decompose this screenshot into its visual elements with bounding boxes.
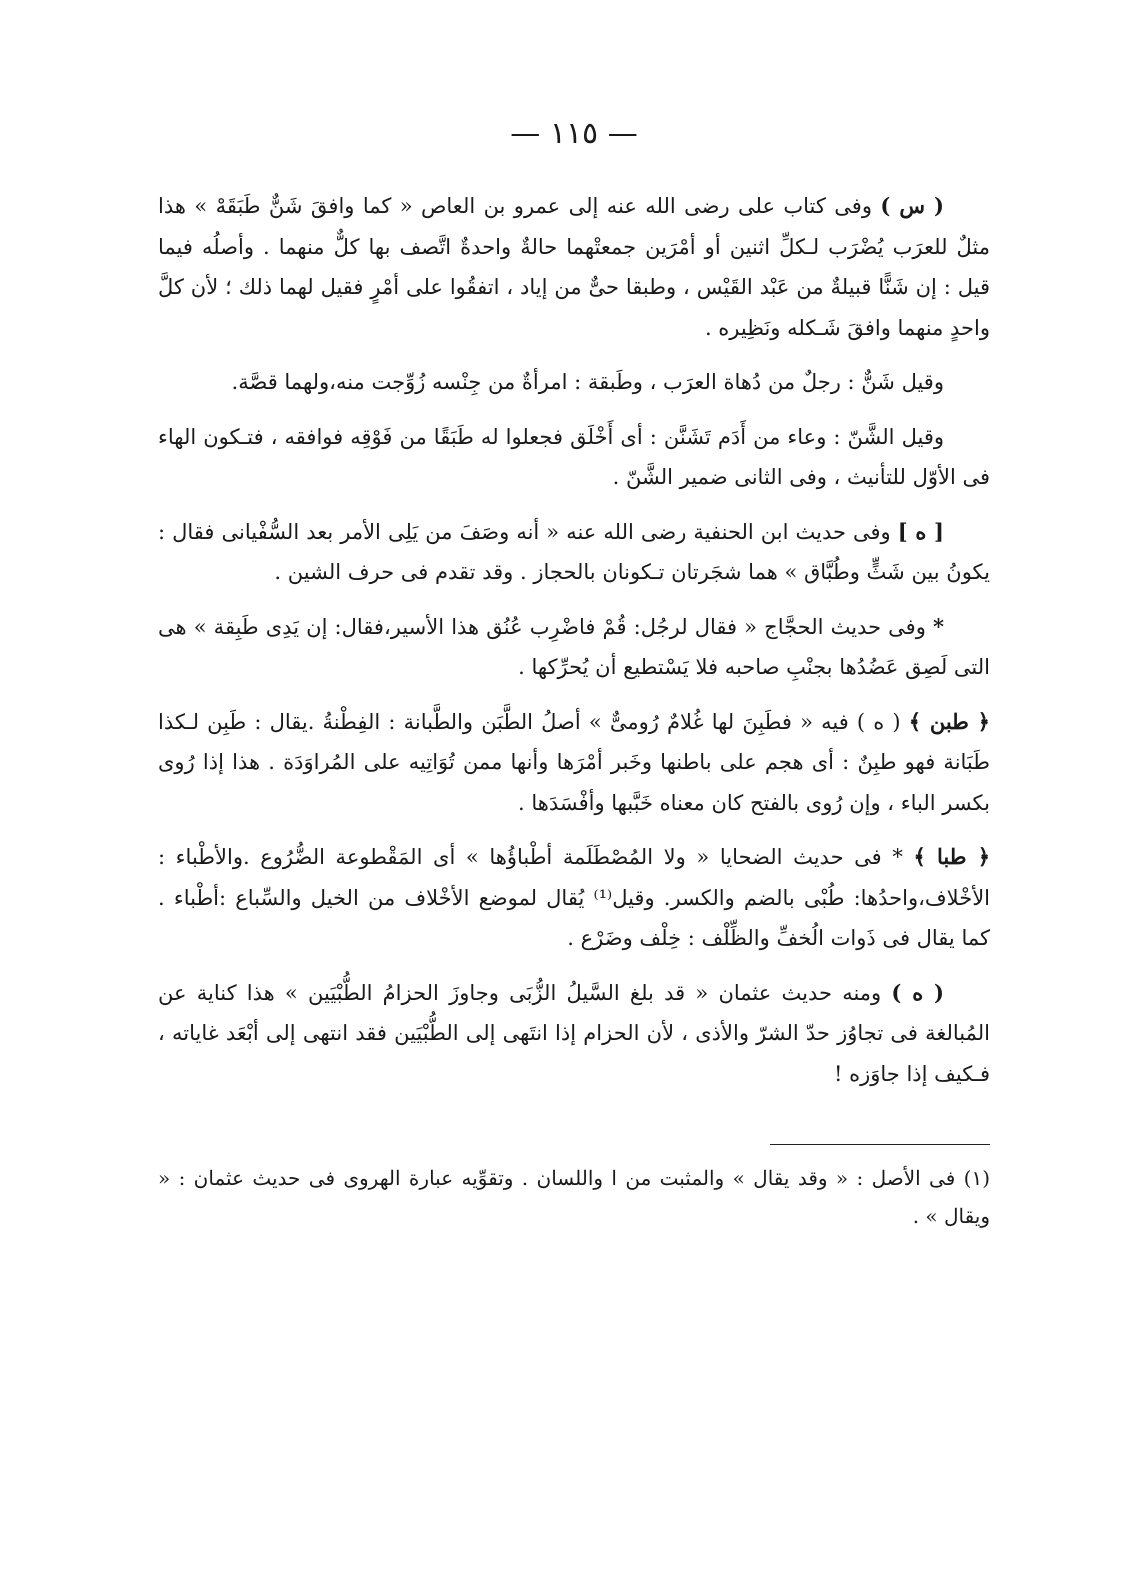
paragraph-uthman bbox=[158, 973, 990, 1095]
paragraph-ibn-hanafiyya bbox=[158, 512, 990, 593]
paragraph-text: * فى حديث الضحايا « ولا المُصْطَلَمة أطْباؤُها » أى المَقْطوعة الضُّرُوع .والأطْباء : الأخْلاف،واحدُها: طُبْى بالضم والكسر. وقيل⁽¹⁾ يُقال لموضع الأخْلاف من الخيل والسِّباع :أطْباء . كما يقال فى ذَوات الُخفِّ والظِّلْف : خِلْف وضَرْع . bbox=[158, 845, 991, 950]
paragraph-shann-vessel bbox=[158, 417, 990, 498]
paragraph-text: ومنه حديث عثمان « قد بلغ السَّيلُ الزُّبَى وجاوزَ الحزامُ الطُّبْيَين » هذا كناية عن المُبالغة فى تجاوُز حدّ الشرّ والأذى ، لأن الحزام إذا انتَهى إلى الطُّبْيَين فقد انتهى إلى أبْعَد غاياته ، فـكيف إذا جاوَزه ! bbox=[158, 980, 990, 1086]
footnote-separator-row bbox=[158, 1108, 990, 1159]
footnote-separator bbox=[770, 1144, 990, 1145]
book-page bbox=[158, 112, 990, 1235]
entry-tag: ( ه ) bbox=[891, 979, 944, 1005]
paragraph-text: وقيل شَنٌّ : رجلٌ من دُهاة العرَب ، وطَبقة : امرأةٌ من جِنْسه زُوِّجت منه،ولهما قصَّة. bbox=[231, 370, 944, 394]
paragraph-shann-man bbox=[158, 362, 990, 403]
entry-heading: ﴿ طبن ﴾ bbox=[908, 708, 990, 734]
paragraph-entry-taba bbox=[158, 837, 990, 959]
footnote: (١) فى الأصل : « وقد يقال » والمثبت من ا واللسان . وتقوِّيه عبارة الهروى فى حديث عثمان : « ويقال » . bbox=[158, 1166, 990, 1228]
paragraph-text: وفى كتاب على رضى الله عنه إلى عمرو بن العاص « كما وافقَ شَنٌّ طَبَقَهْ » هذا مثلٌ للعرَب يُضْرَب لـكلِّ اثنين أو أمْرَين جمعتْهما حالةٌ واحدةٌ اتَّصف بها كلٌّ منهما . وأصلُه فيما قيل : إن شَنًّا قبيلةٌ من عَبْد القَيْس ، وطبقا حىٌّ من إياد ، اتفقُوا على أمْرٍ فقيل لهما ذلك ؛ لأن كلَّ واحدٍ منهما وافقَ شَـكله ونَظِيره . bbox=[158, 194, 990, 340]
entry-tag: ( س ) bbox=[880, 193, 944, 218]
entry-tag: * bbox=[933, 613, 944, 639]
paragraph-text: وفى حديث ابن الحنفية رضى الله عنه « أنه وصَفَ من يَلِى الأمر بعد السُّفْيانى فقال : يكونُ بين شَثٍّ وطُبَّاق » هما شجَرتان تـكونان بالحجاز . وقد تقدم فى حرف الشين . bbox=[158, 519, 990, 584]
entry-tag: [ ه ] bbox=[897, 518, 944, 544]
entry-heading: ﴿ طبا ﴾ bbox=[913, 844, 991, 869]
paragraph-entry-tabn bbox=[158, 702, 990, 824]
paragraph-text: وفى حديث الحجَّاج « فقال لرجُل: قُمْ فاضْرِب عُنُق هذا الأسير،فقال: إن يَدِى طَبِقة » هى التى لَصِق عَضُدُها بجنْبِ صاحبه فلا يَسْتطيع أن يُحرِّكها . bbox=[158, 614, 990, 679]
paragraph-shann-tabaqah bbox=[158, 186, 990, 348]
paragraph-text: ( ه ) فيه « فطَبِنَ لها غُلامٌ رُومىٌّ » أصلُ الطَّبَن والطَّبانة : الفِطْنةُ .يقال : طَبِن لـكذا طَبَانة فهو طبِنٌ : أى هجم على باطنها وخَبر أمْرَها وأنها ممن تُوَاتِيه على المُراوَدَة . هذا إذا رُوى بكسر الباء ، وإن رُوى بالفتح كان معناه خَبَّبها وأفْسَدَها . bbox=[158, 709, 990, 815]
page-number: — ١١٥ — bbox=[510, 116, 638, 151]
paragraph-hajjaj bbox=[158, 607, 990, 688]
paragraph-text: وقيل الشَّنّ : وعاء من أَدَم تَشَنَّن : أى أَخْلَق فجعلوا له طَبَقًا من فَوْقِه فوافقه ، فتـكون الهاء فى الأوّل للتأنيث ، وفى الثانى ضمير الشَّنّ . bbox=[158, 424, 990, 489]
